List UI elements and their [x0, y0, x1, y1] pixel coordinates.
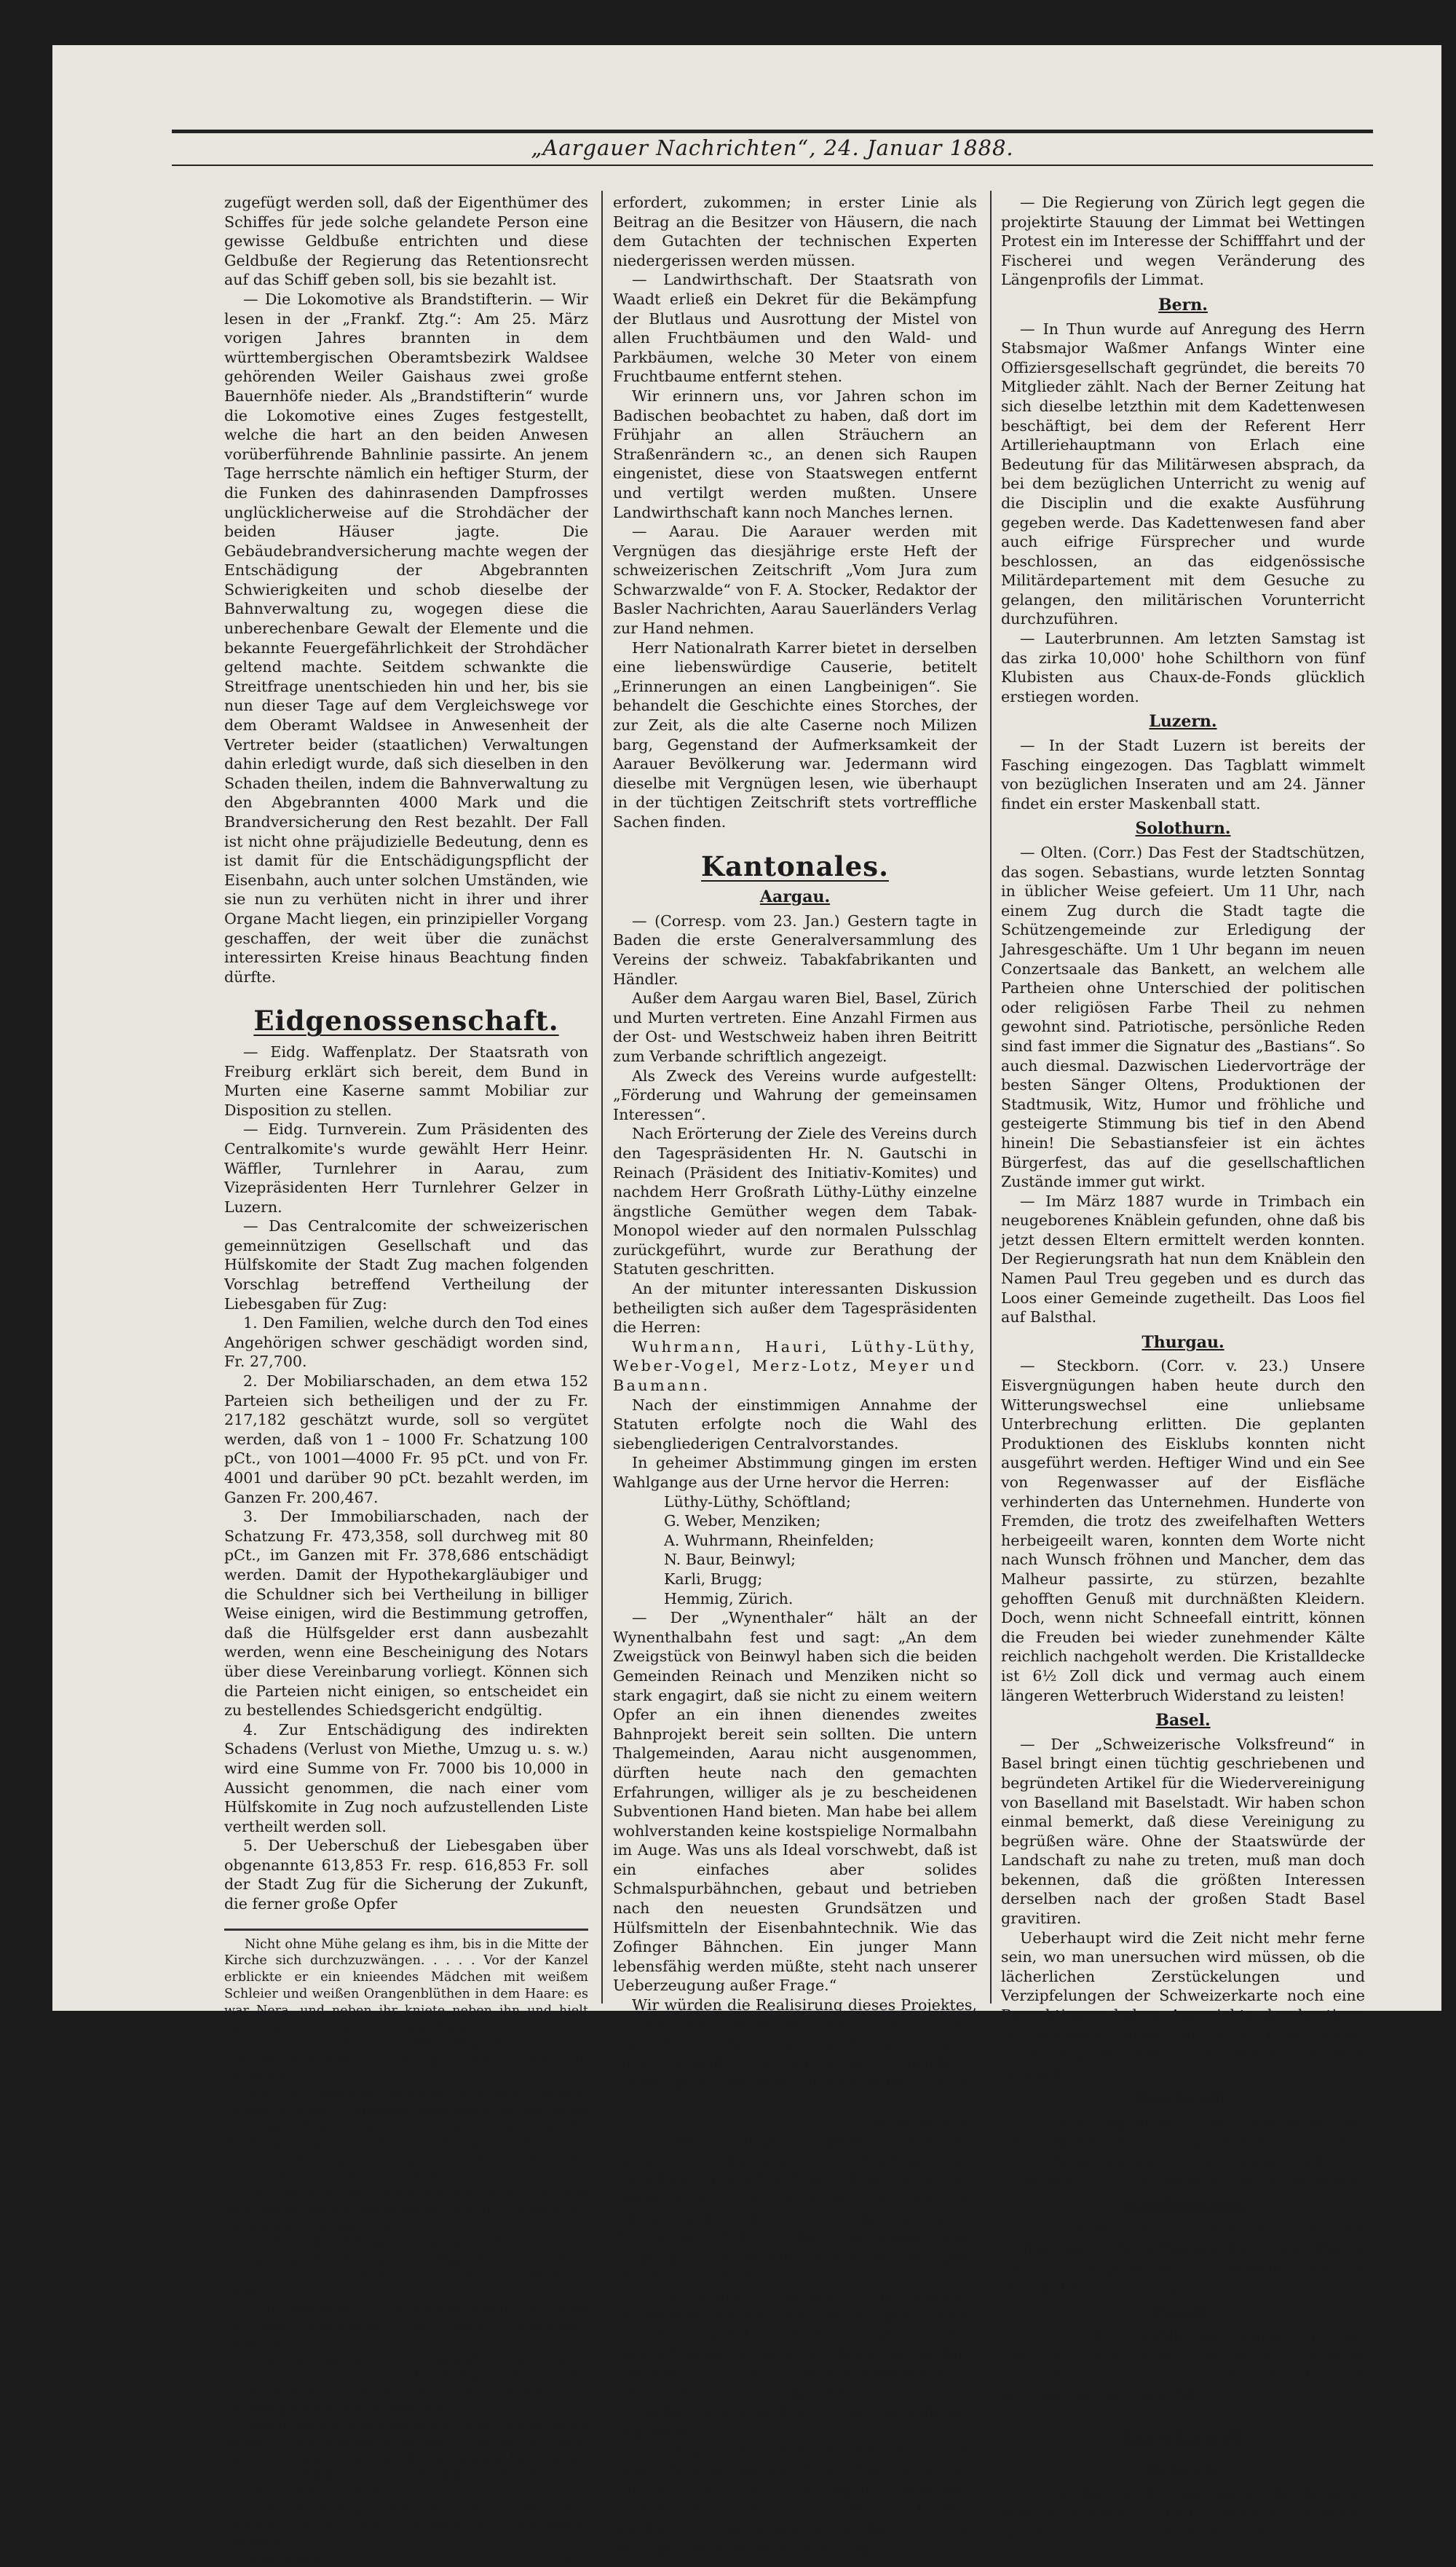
article-baselstadt: — Herr Ingenieur Adam, Präsident der Centralbahndirektion, gewesener National- und Regierungsrath, ein ausgezeichneter Techniker und tüchtiger Beamter ist gestorben. [1001, 2113, 1365, 2189]
article-zofinger: — Das „Zofinger Tagblatt“ berichtete gestern, die Kommission beabsichtige, den Näf'schen Entwurf auf den Kopf zu stellen, behaupte, daß dies das Ende vom Liede der obligatorischen Krankenversicherung wäre. Wir hören, daß in der Kommission wohl Neigung zu Aenderung vorhanden sei, jene Tendenz aber nicht vorliege. [613, 2132, 977, 2285]
article-thun: — In Thun wurde auf Anregung des Herrn Stabsmajor Waßmer Anfangs Winter eine Offiziersgesellschaft gegründet, die bereits 70 Mitglieder zählt. Nach der Berner Zeitung hat sich dieselbe letzthin mit dem Kadettenwesen beschäftigt, bei dem der Referent Herr Artilleriehauptmann von Erlach eine Bedeutung für das Militärwesen absprach, da bei dem bezüglichen Unterricht zu wenig auf die Disciplin und die exakte Ausführung gegeben werde. Das Kadettenwesen fand aber auch eifrige Fürsprecher und wurde beschlossen, an das eidgenössische Militärdepartement mit dem Gesuche zu gelangen, den militärischen Vorunterricht durchzuführen. [1001, 320, 1365, 628]
list-item: G. Weber, Menziken; [664, 1512, 821, 1530]
column-3 [1001, 193, 1365, 2541]
article-paragraph: Wir erinnern uns, vor Jahren schon im Badischen beobachtet zu haben, daß dort im Frühjahr an allen Sträuchern an Straßenrändern ꝛc., an denen sich Raupen eingenistet, diese von Staatswegen entfernt und vertilgt werden mußten. Unsere Landwirthschaft kann noch Manches lernen. [613, 387, 977, 521]
article-seengen: — Seengen. Von Seengen erhalten wir eine zweite Einsendung, welche darthut, daß es sich mit der von den Zeitungen gemeldeten Halsbräune unter den Kindern glücklicherweise genau so verhält, wie die gestrige Correspondenz berichtigte. [613, 2441, 977, 2556]
feuilleton-paragraph: „Was willst Du mit ihr.“ [245, 2484, 396, 2499]
article-paragraph: Nach Erörterung der Ziele des Vereins durch den Tagespräsidenten Hr. N. Gautschi in Reinach (Präsident des Initiativ-Komites) und nachdem Herr Großrath Lüthy-Lüthy einzelne ängstliche Gemüther wegen dem Tabak-Monopol wieder auf den normalen Pulsschlag zurückgeführt, wurde zur Berathung der Statuten geschritten. [613, 1125, 977, 1278]
article-trimbach: — Im März 1887 wurde in Trimbach ein neugeborenes Knäblein gefunden, ohne daß bis jetzt dessen Eltern ermittelt werden konnten. Der Regierungsrath hat nun dem Knäblein den Namen Paul Treu gegeben und es durch das Loos einer Gemeinde zugetheilt. Das Loos fiel auf Balsthal. [1001, 1192, 1365, 1326]
article-turnverein: — Eidg. Turnverein. Zum Präsidenten des Centralkomite's wurde gewählt Herr Heinr. Wäffler, Turnlehrer in Aarau, zum Vizepräsidenten Herr Turnlehrer Gelzer in Luzern. [224, 1120, 588, 1216]
subheading-solothurn: Solothurn. [1135, 819, 1231, 839]
feuilleton-divider [224, 1929, 588, 1931]
column-divider-1 [601, 191, 603, 2004]
feuilleton-paragraph: „Leider ja! Ich habe die Autopsie der Leiche verlangt und es ist mir Alles klar; es war eine Unzulänglichkeit der Herzklappen.“ [224, 2368, 588, 2416]
article-olten: — Olten. (Corr.) Das Fest der Stadtschützen, das sogen. Sebastians, wurde letzten Sonntag in üblicher Weise gefeiert. Um 11 Uhr, nach einem Zug durch die Stadt tagte die Schützengemeinde zur Erledigung der Jahresgeschäfte. Um 1 Uhr begann im neuen Conzertsaale das Bankett, an welchem alle Partheien ohne Unterschied der politischen oder religiösen Farbe Theil zu nehmen gewohnt sind. Patriotische, persönliche Reden sind fast immer die Signatur des „Bastians“. So auch diesmal. Dazwischen Liedervorträge der besten Sänger Oltens, Produktionen der Stadtmusik, Witz, Humor und fröhliche und gesteigerte Stimmung bis tief in den Abend hinein! Die Sebastiansfeier ist ein ächtes Bürgerfest, das auf die gesellschaftlichen Zustände immer gut wirkt. [1001, 844, 1365, 1191]
article-lokomotive: — Die Lokomotive als Brandstifterin. — Wir lesen in der „Frankf. Ztg.“: Am 25. März vorigen Jahres brannten in dem württembergischen Oberamtsbezirk Waldsee gehörenden Weiler Gaishaus zwei große Bauernhöfe nieder. Als „Brandstifterin“ wurde die Lokomotive eines Zuges festgestellt, welche die hart an den beiden Anwesen vorüberführende Bahnlinie passirte. An jenem Tage herrschte nämlich ein heftiger Sturm, der die Funken des dahinrasenden Dampfrosses unglücklicherweise auf die Strohdächer der beiden Häuser jagte. Die Gebäudebrandversicherung machte wegen der Entschädigung der Abgebrannten Schwierigkeiten und schob dieselbe der Bahnverwaltung zu, wogegen diese die unberechenbare Gewalt der Elemente und die bekannte Feuergefährlichkeit der Strohdächer geltend machte. Seitdem schwankte die Streitfrage unentschieden hin und her, bis sie nun dieser Tage auf dem Vergleichswege vor dem Oberamt Waldsee in Anwesenheit der Vertreter beider (staatlichen) Verwaltungen dahin erledigt wurde, daß sich dieselben in den Schaden theilen, indem die Bahnverwaltung zu den Abgebrannten 4000 Mark und die Brandversicherung den Rest bezahlt. Der Fall ist nicht ohne präjudizielle Bedeutung, denn es ist damit für die Entschädigungspflicht der Eisenbahn, auch unter solchen Umständen, wie sie nun zu verhüten nicht in ihrer und ihrer Organe Macht liegen, ein prinzipieller Vorgang geschaffen, der weit über die zunächst interessirten Kreise hinaus Beachtung finden dürfte. [224, 290, 588, 986]
list-item: 2. Der Mobiliarschaden, an dem etwa 152 Parteien sich betheiligen und der zu Fr. 217,182 geschätzt wurde, soll so vergütet werden, daß von 1 – 1000 Fr. Schatzung 100 pCt., von 1001—4000 Fr. 95 pCt. und von Fr. 4001 und darüber 90 pCt. bezahlt werden, im Ganzen Fr. 200,467. [224, 1372, 588, 1506]
article-paragraph: Wir würden die Realisirung dieses Projektes, welche das Wynenthal an Aarau bände, herzlich begrüßen, wissen auch, daß in Aarau viele Geschäftsleute ganz anderer Ansicht in Sachen geworden sind, als dies früher der Fall war. [613, 1996, 977, 2111]
feuilleton-paragraph: Ganz verstört trat Albert aus der Kirche und ging zum Wagen zurück, nachsinnend, wie die Hochzeit der Nera geheim zu halten sei . . . [224, 2186, 588, 2234]
article-paragraph: Wuhrmann, Hauri, Lüthy-Lüthy, Weber-Vogel, Merz-Lotz, Meyer und Baumann. [613, 1337, 977, 1395]
list-item: Karli, Brugg; [664, 1570, 763, 1588]
article-paragraph: Außer dem Aargau waren Biel, Basel, Zürich und Murten vertreten. Eine Anzahl Firmen aus der Ost- und Westschweiz haben ihren Beitritt zum Verbande schriftlich angezeigt. [613, 989, 977, 1065]
list-item: 1. Den Familien, welche durch den Tod eines Angehörigen schwer geschädigt worden sind, Fr. 27,700. [224, 1314, 588, 1371]
article-steckborn: — Steckborn. (Corr. v. 23.) Unsere Eisvergnügungen haben heute durch den Witterungswechsel eine unliebsame Unterbrechung erlitten. Die geplanten Produktionen des Eisklubs konnten nicht ausgeführt werden. Heftiger Wind und ein See von Regenwasser auf der Eisfläche verhinderten das Unternehmen. Hunderte von Fremden, die trotz des zweifelhaften Wetters herbeigeeilt waren, konnten dem Worte nicht nach Wunsch fröhnen und Mancher, dem das Malheur passirte, zu stürzen, bezahlte gehofften Genuß mit durchnäßten Kleidern. Doch, wenn nicht Schneefall eintritt, können die Freuden bei wieder zunehmender Kälte reichlich nachgeholt werden. Die Kristalldecke ist 6½ Zoll dick und vermag auch einem längeren Wetterbruch Widerstand zu leisten! [1001, 1357, 1365, 1704]
page-header [172, 95, 1373, 167]
subheading-aargau: Aargau. [759, 887, 831, 907]
column-1 [224, 193, 588, 2566]
feuilleton-paragraph: „Nun erkennst Du, es sei etwas anderes gewesen?“ [245, 2352, 580, 2367]
feuilleton-paragraph: Er öffnete den Schlag . . . Nera war todt! [245, 2236, 512, 2250]
subheading-bern: Bern. [1158, 295, 1208, 315]
list-item: A. Wuhrmann, Rheinfelden; [664, 1531, 874, 1549]
article-landwirthschaft: — Landwirthschaft. Der Staatsrath von Waadt erließ ein Dekret für die Bekämpfung der Blutlaus und Ausrottung der Mistel von allen Fruchtbäumen und den Wald- und Parkbäumen, welche 30 Meter von einem Fruchtbaume entfernt stehen. [613, 271, 977, 386]
article-liebesgaben: — Das Centralcomite der schweizerischen gemeinnützigen Gesellschaft und das Hülfskomite der Stadt Zug machen folgenden Vorschlag betreffend Vertheilung der Liebesgaben für Zug: [224, 1217, 588, 1313]
subheading-belgien: Belgien. [1145, 2459, 1221, 2479]
article-wynenthaler: — Der „Wynenthaler“ hält an der Wynenthalbahn fest und sagt: „An dem Zweigstück von Beinwyl haben sich die beiden Gemeinden Reinach und Menziken nicht so stark engagirt, daß sie nicht zu einem weitern Opfer an ein ihnen dienendes zweites Bahnprojekt bereit sein sollten. Die untern Thalgemeinden, Aarau nicht ausgenommen, dürften heute nach den gemachten Erfahrungen, williger als je zu bescheidenen Subventionen Hand bieten. Man habe bei allem wohlverstanden keine kostspielige Normalbahn im Auge. Was uns als Ideal vorschwebt, daß ist ein einfaches aber solides Schmalspurbähnchen, gebaut und betrieben nach den neuesten Grundsätzen und Hülfsmitteln der Eisenbahntechnik. Wie das Zofinger Bähnchen. Ein junger Mann lebensfähig werden müßte, steht nach unserer Ueberzeugung außer Frage.“ [613, 1609, 977, 1995]
article-paragraph: In geheimer Abstimmung gingen im ersten Wahlgange aus der Urne hervor die Herren: [613, 1454, 977, 1491]
subheading-baselstadt: Baselstadt. [1133, 2089, 1233, 2108]
article-paragraph: An der mitunter interessanten Diskussion betheiligten sich außer dem Tagespräsidenten die Herren: [613, 1280, 977, 1337]
article-schaffhausen: — Nach den „Basler Nachrichten“ hat die Heilsarmee in Schaffhausen die Holzstoffabrik für 1500 Fr. gemiethet; es herrsche über den Vermiether Entrüstung. [1001, 2220, 1365, 2296]
article-tabak: — (Corresp. vom 23. Jan.) Gestern tagte in Baden die erste Generalversammlung des Vereins der schweiz. Tabakfabrikanten und Händler. [613, 911, 977, 988]
subheading-thurgau: Thurgau. [1142, 1332, 1224, 1352]
header-rule-bottom [172, 165, 1373, 166]
article-zuerich: — Die Regierung von Zürich legt gegen die projektirte Stauung der Limmat bei Wettingen Protest ein im Interesse der Schifffahrt und der Fischerei und wegen Veränderung des Längenprofils der Limmat. [1001, 194, 1365, 289]
article-waffenplatz: — Eidg. Waffenplatz. Der Staatsrath von Freiburg erklärt sich bereit, dem Bund in Murten eine Kaserne sammt Mobiliar zur Disposition zu stellen. [224, 1043, 588, 1119]
header-rule-top [172, 130, 1373, 133]
article-luzern: — In der Stadt Luzern ist bereits der Fasching eingezogen. Das Tagblatt wimmelt von bezüglichen Inseraten und am 24. Jänner findet ein erster Maskenball statt. [1001, 737, 1365, 812]
article-paragraph: zugefügt werden soll, daß der Eigenthümer des Schiffes für jede solche gelandete Person eine gewisse Geldbuße entrichten und diese Geldbuße der Regierung das Retentionsrecht auf das Schiff geben soll, bis sie bezahlt ist. [224, 194, 588, 289]
list-item: Lüthy-Lüthy, Schöftland; [664, 1492, 851, 1511]
subheading-luzern: Luzern. [1149, 712, 1217, 732]
list-item: 5. Der Ueberschuß der Liebesgaben über obgenannte 613,853 Fr. resp. 616,853 Fr. soll der Stadt Zug für die Sicherung der Zukunft, die ferner große Opfer [224, 1837, 588, 1913]
list-item: N. Baur, Beinwyl; [664, 1551, 796, 1569]
feuilleton-paragraph: Tags nachher begegnete er Rigault vor der Thüre des Hauses der Gestorbenen, wie dieser verdrießlich heraustrat. [224, 2252, 588, 2301]
editorial-signature: Die Redaktion. [864, 2112, 977, 2130]
article-aarau: — Aarau. Die Aarauer werden mit Vergnügen das diesjährige erste Heft der schweizerischen Zeitschrift „Vom Jura zum Schwarzwalde“ von F. A. Stocker, Redaktor der Basler Nachrichten, Aarau Sauerländers Verlag zur Hand nehmen. [613, 523, 977, 638]
column-divider-2 [990, 191, 992, 2004]
feuilleton-paragraph: „Nun, Dir anzeigen, daß ich Deinem Rathe Folge geleistet. Ich habe mich jetzt verheirathet und werde glücklich . . .“ [224, 2501, 588, 2550]
feuilleton-end-mark: (Ende.) [540, 2551, 588, 2566]
subheading-waadt: Waadt. [1152, 2303, 1214, 2322]
section-heading-ausland: Ausland. [1114, 2422, 1252, 2455]
section-heading-kantonales: Kantonales. [701, 850, 889, 882]
feuilleton-paragraph: Rigault seufzte und ging weiter; doch kam er gleich wieder zurück und sagte zu Albert: „Es ist ein Glück, daß ich diesen Morgen in dieses Quartier kam, da ich Dich treffe. Ich kann Dir eine Neuigkeit mittheilen . . .“ [224, 2418, 588, 2483]
article-lauterbrunnen: — Lauterbrunnen. Am letzten Samstag ist das zirka 10,000' hohe Schilthorn von fünf Klubisten aus Chaux-de-Fonds glücklich erstiegen worden. [1001, 630, 1365, 705]
feuilleton-paragraph: Arme Aimée! [245, 2551, 330, 2566]
subheading-basel: Basel. [1155, 1711, 1211, 1731]
section-heading-eidgenossenschaft: Eidgenossenschaft. [253, 1005, 559, 1037]
header-title: „Aargauer Nachrichten“, 24. Januar 1888. [531, 135, 1014, 160]
article-paragraph: Nach der einstimmigen Annahme der Statuten erfolgte noch die Wahl des siebengliederigen Centralvorstandes. [613, 1396, 977, 1452]
feuilleton-paragraph: Ach! Nera, das arme Mädchen hatte Alles errathen! Er war in weißer Halsbinde ausgezogen, er sah Aimée alle Tage, Mutter und Tochter waren beide in die Kirche gegangen, und dieses Gedränge . . . die Leute, welche vorbeigingen und sagten: „Es ist eine Hochzeit . . . eine Hochzeit von Hugenotten! [224, 2086, 588, 2184]
list-item: Hemmig, Zürich. [664, 1589, 794, 1607]
column-2 [613, 193, 977, 2556]
article-waadt: — Im 41. Wahlkreise wurde in der Ersatzwahl für Herrn Bundesrath Ruchonnet Herr Pernoux von Vivis, Radikaldemokrat, in den Nationalrath gewählt. [1001, 2327, 1365, 2403]
list-item: 3. Der Immobiliarschaden, nach der Schatzung Fr. 473,358, soll durchweg mit 80 pCt., im Ganzen mit Fr. 378,686 entschädigt werden. Damit der Hypothekargläubiger und die Schuldner sich bei Vertheilung in billiger Weise einigen, wird die Bestimmung getroffen, daß die Hülfsgelder erst dann ausbezahlt werden, wenn eine Bescheinigung des Notars über diese Vereinbarung vorliegt. Können sich die Parteien nicht einigen, so entscheidet ein zu bestellendes Schiedsgericht endgültig. [224, 1508, 588, 1720]
feuilleton-closing-line [224, 2550, 588, 2567]
article-paragraph: erfordert, zukommen; in erster Linie als Beitrag an die Besitzer von Häusern, die nach dem Gutachten der technischen Experten niedergerissen werden müssen. [613, 194, 977, 269]
feuilleton-paragraph: „Nun! was willst Du? Ich habe mich geirrt und hatte an eine Verengerung der linken Herzkammer geglaubt.“ [224, 2302, 588, 2350]
article-basel: — Der „Schweizerische Volksfreund“ in Basel bringt einen tüchtig geschriebenen und begründeten Artikel für die Wiedervereinigung von Baselland mit Baselstadt. Wir haben schon einmal bemerkt, daß diese Vereinigung zu begrüßen wäre. Ohne der Staatswürde der Landschaft zu nahe zu treten, muß man doch bekennen, daß die größten Interessen derselben nach der großen Stadt Basel gravitiren. [1001, 1735, 1365, 1928]
article-paragraph: Ueberhaupt wird die Zeit nicht mehr ferne sein, wo man unersuchen wird müssen, ob die lächerlichen Zerstückelungen und Verzipfelungen der Schweizerkarte noch eine Berechtigung haben Angesichts der heutigen Verkehrsverhältnisse und ob es nicht besser wäre, einige der Miniaturrepubliken zusammen zu werfen. [1001, 1929, 1365, 2082]
article-paragraph: Herr Nationalrath Karrer bietet in derselben eine liebenswürdige Causerie, betitelt „Erinnerungen an einen Langbeinigen“. Sie behandelt die Geschichte eines Storches, der zur Zeit, als die alte Caserne noch Milizen barg, Gegenstand der Aufmerksamkeit der Aarauer Bevölkerung war. Jedermann wird dieselbe mit Vergnügen lesen, wie überhaupt in der tüchtigen Zeitschrift stets vortreffliche Sachen finden. [613, 638, 977, 831]
subheading-schaffhausen: Schaffhausen. [1120, 2196, 1246, 2215]
feuilleton-paragraph: Denn eines Abends hatte Rigault in seinem Schicklichkeitsgefühl zu ihr gesprochen: „Ich muß heirathen.“ [224, 2036, 588, 2085]
feuilleton [224, 1937, 588, 2567]
board-members-list [613, 1492, 977, 1609]
article-paragraph: Als Zweck des Vereins wurde aufgestellt: „Förderung und Wahrung der gemeinsamen Interessen“. [613, 1067, 977, 1123]
list-item: 4. Zur Entschädigung des indirekten Schadens (Verlust von Miethe, Umzug u. s. w.) wird eine Summe von Fr. 7000 bis 10,000 in Aussicht genommen, die nach einer vom Hülfskomite in Zug noch aufzustellenden Liste vertheilt werden soll. [224, 1720, 588, 1835]
article-belgien: — Im Bergwerk Quaregnon (Südbelgien) sind durch Einsturz einer Gallerie fünf Arbeiter getödtet und drei verwundet worden. [1001, 2484, 1365, 2541]
feuilleton-paragraph: Nicht ohne Mühe gelang es ihm, bis in die Mitte der Kirche sich durchzuzwängen. . . . . Vor der Kanzel erblickte er ein knieendes Mädchen mit weißem Schleier und weißen Orangenblüthen in dem Haare: es war Nera, und neben ihr kniete neben ihn und hielt ihre Hand in der seinen: es war Rigault. [224, 1937, 588, 2035]
article-lenzburg: — Lenzburg. (Corresp.) Die kürzlich verstorbene Wittwe Emilie Müller geb. Stapfer von Lenzburg hat zu gemeinnützigen Zwecken Vermächtnisse gemacht an Armenlegatenfond Lenzburg Fr. 1000, Frauenkrankenverein Fr. 500, Armenerziehungsverein Fr. 200, Armenbad Schinznach 200. Zur Nachahmung empfohlen. [613, 2286, 977, 2440]
